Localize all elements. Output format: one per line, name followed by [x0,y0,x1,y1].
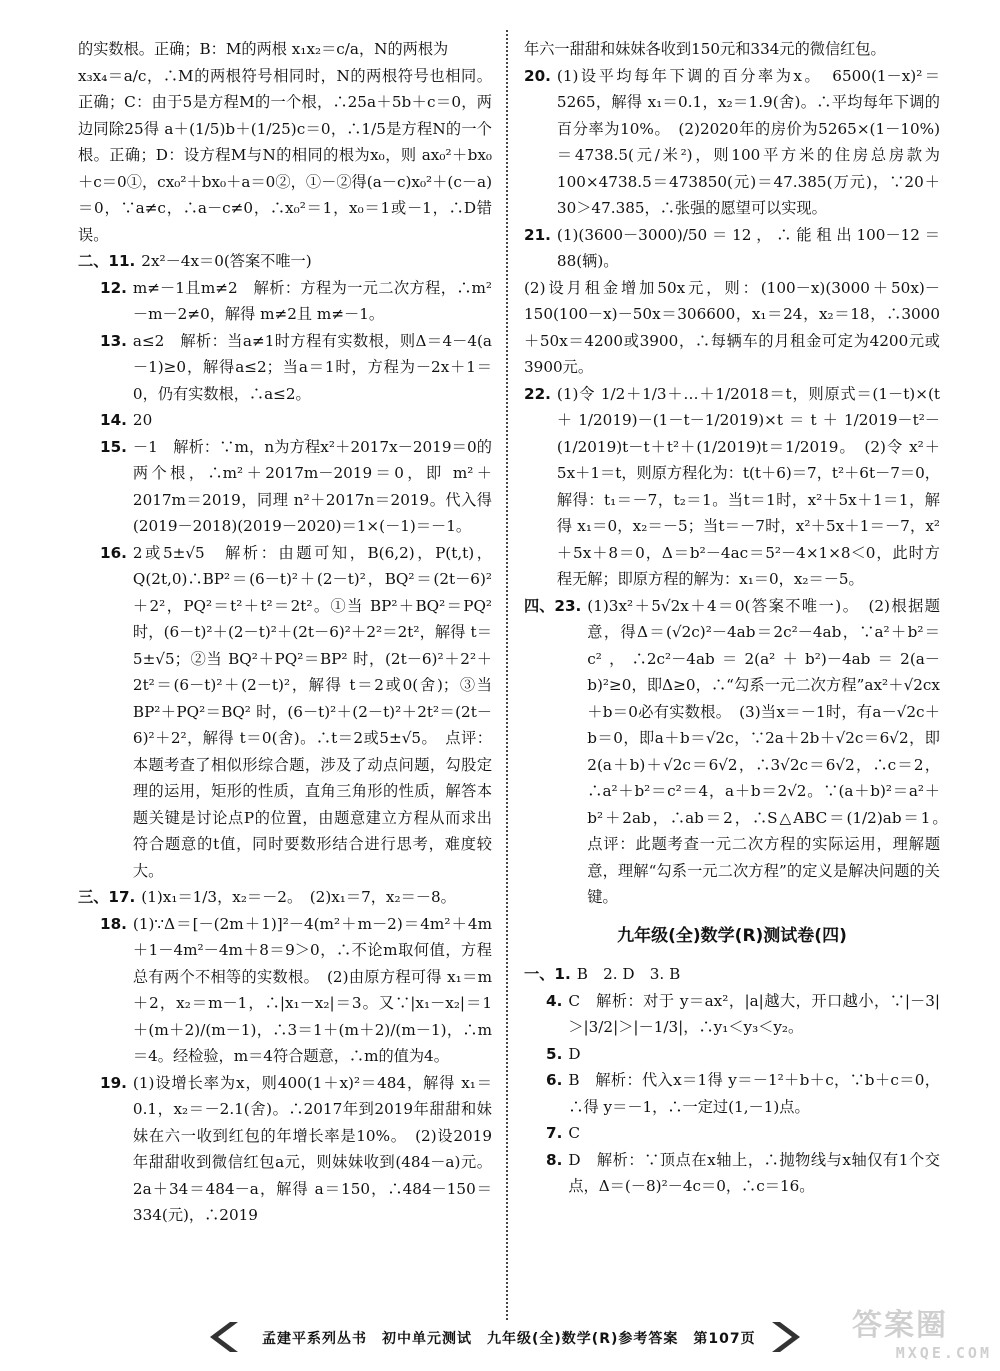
question-number: 14. [100,411,127,429]
answer-item [78,248,492,275]
answer-item [524,36,940,63]
answer-text: (1)设增长率为x，则400(1＋x)²＝484，解得 x₁＝0.1，x₂＝－2.1(舍)。∴2017年到2019年甜甜和妹妹在六一收到红包的年增长率是10%。 (2)设2019年甜甜收到微信红包a元，则妹妹收到(484－a)元。2a＋34＝484－a，解得 a＝150，∴484－150＝334(元)，∴2019 [132,1073,492,1224]
answer-item [78,407,492,434]
question-number: 18. [100,914,127,933]
answer-text: 20 [132,411,153,429]
answer-item [78,275,492,328]
answer-text: m≠－1且m≠2 解析：方程为一元二次方程，∴m²－m－2≠0，解得 m≠2且 m≠－1。 [132,278,492,323]
answer-item [524,961,940,988]
footer-text: 孟建平系列丛书 初中单元测试 九年级(全)数学(R)参考答案 第107页 [262,1331,756,1347]
answer-text: －1 解析：∵m，n为方程x²＋2017x－2019＝0的两个根，∴m²＋2017m－2019＝0，即 m²＋2017m＝2019，同理 n²＋2017n＝2019。代入得(2019－2018)(2019－2020)＝1×(－1)＝－1。 [132,437,492,535]
left-column [78,36,492,1229]
question-number: 19. [100,1073,127,1092]
answer-text: D 解析：∵顶点在x轴上，∴抛物线与x轴仅有1个交点，Δ＝(－8)²－4c＝0，∴c＝16。 [568,1150,940,1195]
section-title: 九年级(全)数学(R)测试卷(四) [617,925,847,946]
question-number: 一、1. [524,965,571,983]
column-divider [506,30,508,1320]
answer-item [78,328,492,408]
chevron-right-icon [766,1320,802,1354]
question-number: 21. [524,225,551,244]
answer-item [524,275,940,381]
answer-item [78,36,492,63]
answer-text: B 2. D 3. B [576,965,681,983]
answer-item [524,222,940,275]
question-number: 7. [546,1124,563,1142]
answer-item [524,63,940,222]
answer-text: (1)x₁＝1/3，x₂＝－2。 (2)x₁＝7，x₂＝－8。 [141,888,456,906]
question-number: 三、17. [78,888,136,906]
answer-text: 2x²－4x＝0(答案不唯一) [141,252,312,270]
watermark-logo [852,1300,992,1366]
answer-text: C 解析：对于 y＝ax²，|a|越大，开口越小，∵|－3|＞|3/2|＞|－1/3|，∴y₁＜y₃＜y₂。 [568,991,940,1036]
answer-item [78,540,492,885]
answer-text: (1)3x²＋5√2x＋4＝0(答案不唯一)。 (2)根据题意，得Δ＝(√2c)²－4ab＝2c²－4ab，∵a²＋b²＝c²，∴2c²－4ab＝2(a²＋b²)－4ab＝2(a－b)²≥0，即Δ≥0，∴“勾系一元二次方程”ax²＋√2cx＋b＝0必有实数根。 (3)当x＝－1时，有a－√2c＋b＝0，即a＋b＝√2c，∵2a＋2b＋√2c＝6√2，即2(a＋b)＋√2c＝6√2，∴3√2c＝6√2，∴c＝2，∴a²＋b²＝c²＝4，a＋b＝2√2。∵(a＋b)²＝a²＋b²＋2ab，∴ab＝2，∴S△ABC＝(1/2)ab＝1。 点评：此题考查一元二次方程的实际运用，理解题意，理解“勾系一元二次方程”的定义是解决问题的关键。 [587,596,956,906]
watermark-url: MXQE.COM [895,1344,992,1362]
question-number: 15. [100,437,127,456]
question-number: 四、23. [524,596,582,615]
answer-text: (1)∵Δ＝[－(2m＋1)]²－4(m²＋m－2)＝4m²＋4m＋1－4m²－4m＋8＝9＞0，∴不论m取何值，方程总有两个不相等的实数根。 (2)由原方程可得 x₁＝m＋2，x₂＝m－1，∴|x₁－x₂|＝3。又∵|x₁－x₂|＝1＋(m＋2)/(m－1)，∴3＝1＋(m＋2)/(m－1)，∴m＝4。经检验，m＝4符合题意，∴m的值为4。 [132,914,492,1065]
answer-text: (2)设月租金增加50x元，则：(100－x)(3000＋50x)－150(100－x)－50x＝306600，x₁＝24，x₂＝18，∴3000＋50x＝4200或3900，∴每辆车的月租金可定为4200元或3900元。 [524,278,940,376]
answer-text: 年六一甜甜和妹妹各收到150元和334元的微信红包。 [524,40,886,58]
answer-item [524,1067,940,1120]
answer-text: (1)令 1/2＋1/3＋…＋1/2018＝t，则原式＝(1－t)×(t＋1/2019)－(1－t－1/2019)×t＝t＋1/2019－t²－(1/2019)t－t＋t²＋(1/2019)t＝1/2019。 (2)令 x²＋5x＋1＝t，则原方程化为：t(t＋6)＝7，t²＋6t－7＝0，解得：t₁＝－7，t₂＝1。当t＝1时，x²＋5x＋1＝1，解得 x₁＝0，x₂＝－5；当t＝－7时，x²＋5x＋1＝－7，x²＋5x＋8＝0，Δ＝b²－4ac＝5²－4×1×8＜0，此时方程无解；即原方程的解为：x₁＝0，x₂＝－5。 [556,384,940,588]
right-column [524,36,956,1200]
answer-text: B 解析：代入x＝1得 y＝－1²＋b＋c，∵b＋c＝0，∴得 y＝－1，∴一定过(1,－1)点。 [568,1071,940,1116]
question-number: 5. [546,1044,563,1063]
chevron-left-icon [208,1320,244,1354]
question-number: 二、11. [78,252,136,270]
answer-text: 2或5±√5 解析：由题可知，B(6,2)，P(t,t)，Q(2t,0)∴BP²＝(6－t)²＋(2－t)²，BQ²＝(2t－6)²＋2²，PQ²＝t²＋t²＝2t²。①当 BP²＋BQ²＝PQ² 时，(6－t)²＋(2－t)²＋(2t－6)²＋2²＝2t²，解得 t＝5±√5；②当 BQ²＋PQ²＝BP² 时，(2t－6)²＋2²＋2t²＝(6－t)²＋(2－t)²，解得 t＝2或0(舍)；③当 BP²＋PQ²＝BQ² 时，(6－t)²＋(2－t)²＋2t²＝(2t－6)²＋2²，解得 t＝0(舍)。∴t＝2或5±√5。 点评：本题考查了相似形综合题，涉及了动点问题，勾股定理的运用，矩形的性质，直角三角形的性质，解答本题关键是讨论点P的位置，由题意建立方程从而求出符合题意的t值，同时要数形结合进行思考，难度较大。 [132,543,492,880]
question-number: 6. [546,1071,563,1089]
answer-item [524,988,940,1041]
answer-text: (1)(3600－3000)/50＝12，∴能租出100－12＝88(辆)。 [556,225,940,270]
question-number: 8. [546,1150,563,1169]
question-number: 22. [524,384,551,403]
answer-item [524,593,956,911]
answer-text: a≤2 解析：当a≠1时方程有实数根，则Δ＝4－4(a－1)≥0，解得a≤2；当a＝1时，方程为－2x＋1＝0，仍有实数根，∴a≤2。 [132,331,492,403]
answer-text: C [568,1124,580,1142]
answer-item [78,911,492,1070]
answer-item [524,1147,940,1200]
answer-text: 的实数根。正确；B：M的两根 x₁x₂＝c/a，N的两根为 [78,40,449,58]
question-number: 12. [100,278,127,297]
answer-text: (1)设平均每年下调的百分率为x。 6500(1－x)²＝5265，解得 x₁＝0.1，x₂＝1.9(舍)。∴平均每年下调的百分率为10%。 (2)2020年的房价为5265×(1－10%)＝4738.5(元/米²)，则100平方米的住房总房款为100×4738.5＝473850(元)＝47.385(万元)，∵20＋30＞47.385，∴张强的愿望可以实现。 [556,66,940,217]
answer-item [524,1041,940,1068]
answer-item [78,1070,492,1229]
answer-item [78,63,492,249]
answer-item [78,884,492,911]
question-number: 16. [100,543,127,562]
answer-text: x₃x₄＝a/c，∴M的两根符号相同时，N的两根符号也相同。正确；C：由于5是方程M的一个根，∴25a＋5b＋c＝0，两边同除25得 a＋(1/5)b＋(1/25)c＝0，∴1/5是方程N的一个根。正确；D：设方程M与N的相同的根为x₀，则 ax₀²＋bx₀＋c＝0①，cx₀²＋bx₀＋a＝0②，①－②得(a－c)x₀²＋(c－a)＝0，∵a≠c，∴a－c≠0，∴x₀²＝1，x₀＝1或－1，∴D错误。 [78,66,492,244]
answer-item [78,434,492,540]
answer-item [524,1120,940,1147]
question-number: 4. [546,991,563,1010]
question-number: 13. [100,331,127,350]
watermark-text: 答案圈 [852,1308,948,1343]
answer-text: D [568,1044,581,1063]
answer-item [524,381,940,593]
page-footer [0,1318,1000,1358]
question-number: 20. [524,66,551,85]
